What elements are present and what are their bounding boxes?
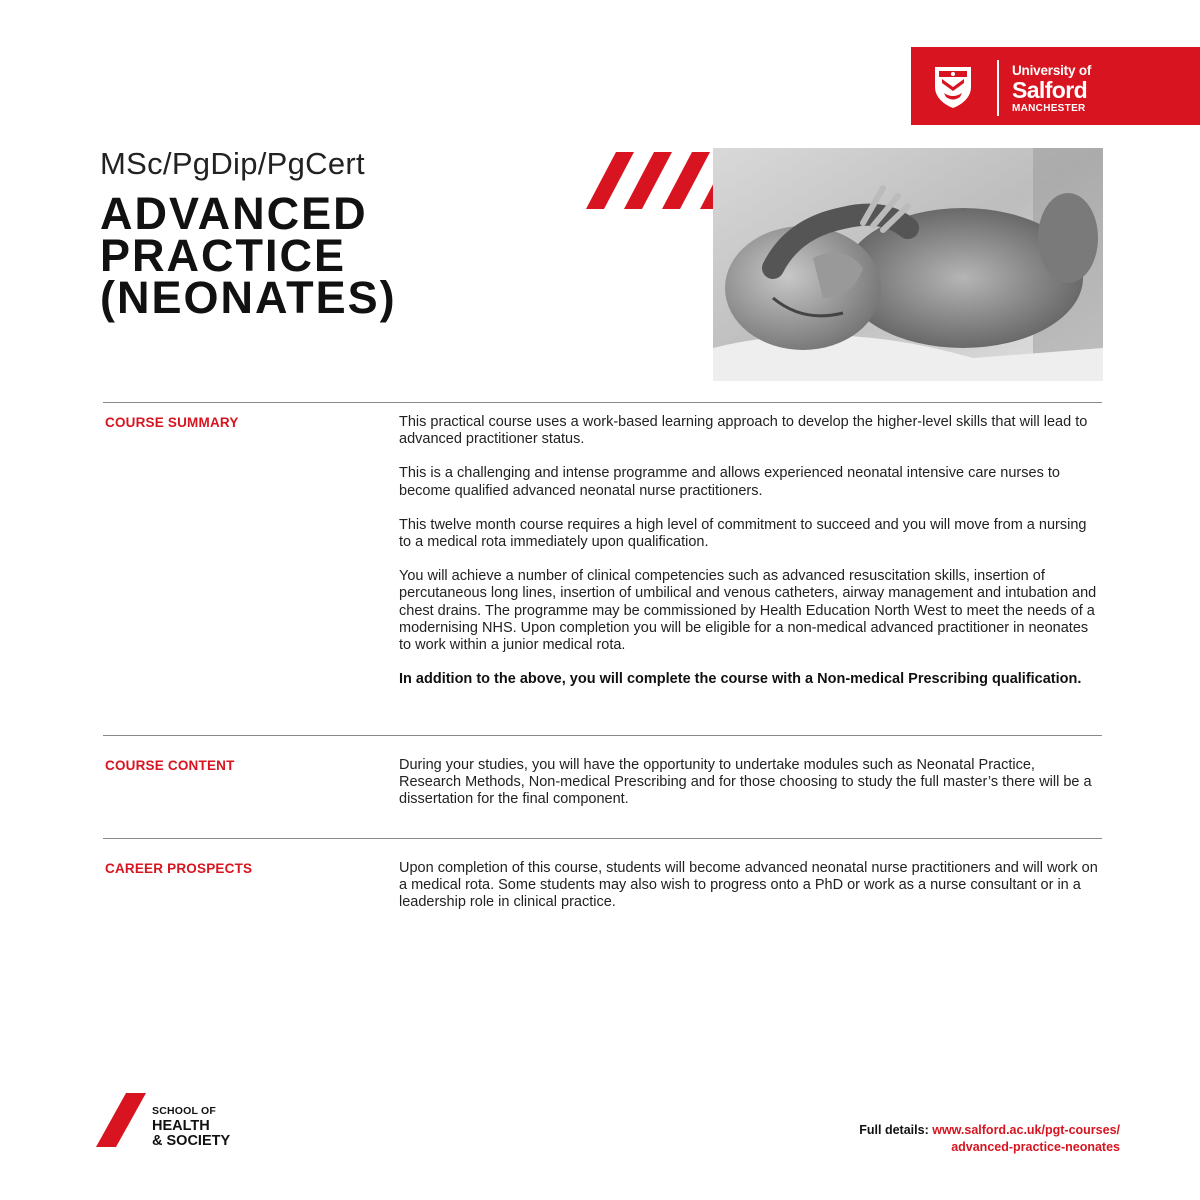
school-name-line-3: & SOCIETY	[152, 1133, 231, 1149]
career-prospects-body	[399, 860, 1099, 929]
full-details-link-continued[interactable]: advanced-practice-neonates	[951, 1140, 1120, 1154]
school-name-line-1: SCHOOL OF	[152, 1105, 217, 1117]
course-summary-paragraph: You will achieve a number of clinical competencies such as advanced resuscitation skills, insertion of percutaneous long lines, insertion of umbilical and venous catheters, airway management and intubation and chest drains. The programme may be commissioned by Health Education North West to meet the needs of a modernising NHS. Upon completion you will be eligible for a non-medical advanced practitioner in neonates to work within a junior medical rota.	[399, 568, 1097, 654]
full-details-label: Full details:	[859, 1123, 929, 1137]
course-title-line-3: (NEONATES)	[100, 272, 397, 323]
logo-manchester: MANCHESTER	[1012, 102, 1086, 114]
section-divider	[103, 402, 1102, 403]
logo-wordmark	[1012, 64, 1091, 114]
full-details-link[interactable]: www.salford.ac.uk/pgt-courses/	[932, 1123, 1120, 1137]
neonate-photo-icon	[713, 148, 1103, 381]
section-divider	[103, 838, 1102, 839]
course-summary-heading: COURSE SUMMARY	[105, 415, 239, 430]
course-title-line-2: PRACTICE	[100, 230, 347, 281]
school-slash-icon	[96, 1093, 146, 1147]
school-name-line-2: HEALTH	[152, 1117, 210, 1134]
career-prospects-heading: CAREER PROSPECTS	[105, 861, 253, 876]
school-name	[152, 1106, 230, 1149]
logo-salford: Salford	[1012, 76, 1088, 103]
course-award-types: MSc/PgDip/PgCert	[100, 146, 365, 181]
course-title-line-1: ADVANCED	[100, 188, 368, 239]
course-summary-paragraph: This twelve month course requires a high level of commitment to succeed and you will move from a nursing to a medical rota immediately upon qualification.	[399, 516, 1087, 551]
university-logo	[911, 47, 1200, 125]
neonate-photo	[713, 148, 1103, 381]
course-title	[100, 188, 397, 323]
course-summary-body	[399, 414, 1099, 705]
course-summary-highlight: In addition to the above, you will complete the course with a Non-medical Prescribing qualification.	[399, 671, 1082, 688]
logo-university-of: University of	[1012, 63, 1092, 78]
course-summary-paragraph: This is a challenging and intense programme and allows experienced neonatal intensive care nurses to become qualified advanced neonatal nurse practitioners.	[399, 465, 1060, 499]
course-summary-paragraph: This practical course uses a work-based learning approach to develop the higher-level skills that will lead to advanced practitioner status.	[399, 414, 1088, 448]
course-content-heading: COURSE CONTENT	[105, 758, 235, 773]
logo-divider	[997, 60, 999, 116]
course-content-body	[399, 757, 1099, 826]
career-prospects-paragraph: Upon completion of this course, students will become advanced neonatal nurse practitioners and will work on a medical rota. Some students may also wish to progress onto a PhD or work as a nurse consultant or in a leadership role in clinical practice.	[399, 860, 1098, 911]
crest-icon	[933, 65, 973, 109]
section-divider	[103, 735, 1102, 736]
course-content-paragraph: During your studies, you will have the opportunity to undertake modules such as Neonatal Practice, Research Methods, Non-medical Prescribing and for those choosing to study the full master’s there will be a dissertation for the final component.	[399, 757, 1092, 808]
full-details	[859, 1122, 1120, 1156]
